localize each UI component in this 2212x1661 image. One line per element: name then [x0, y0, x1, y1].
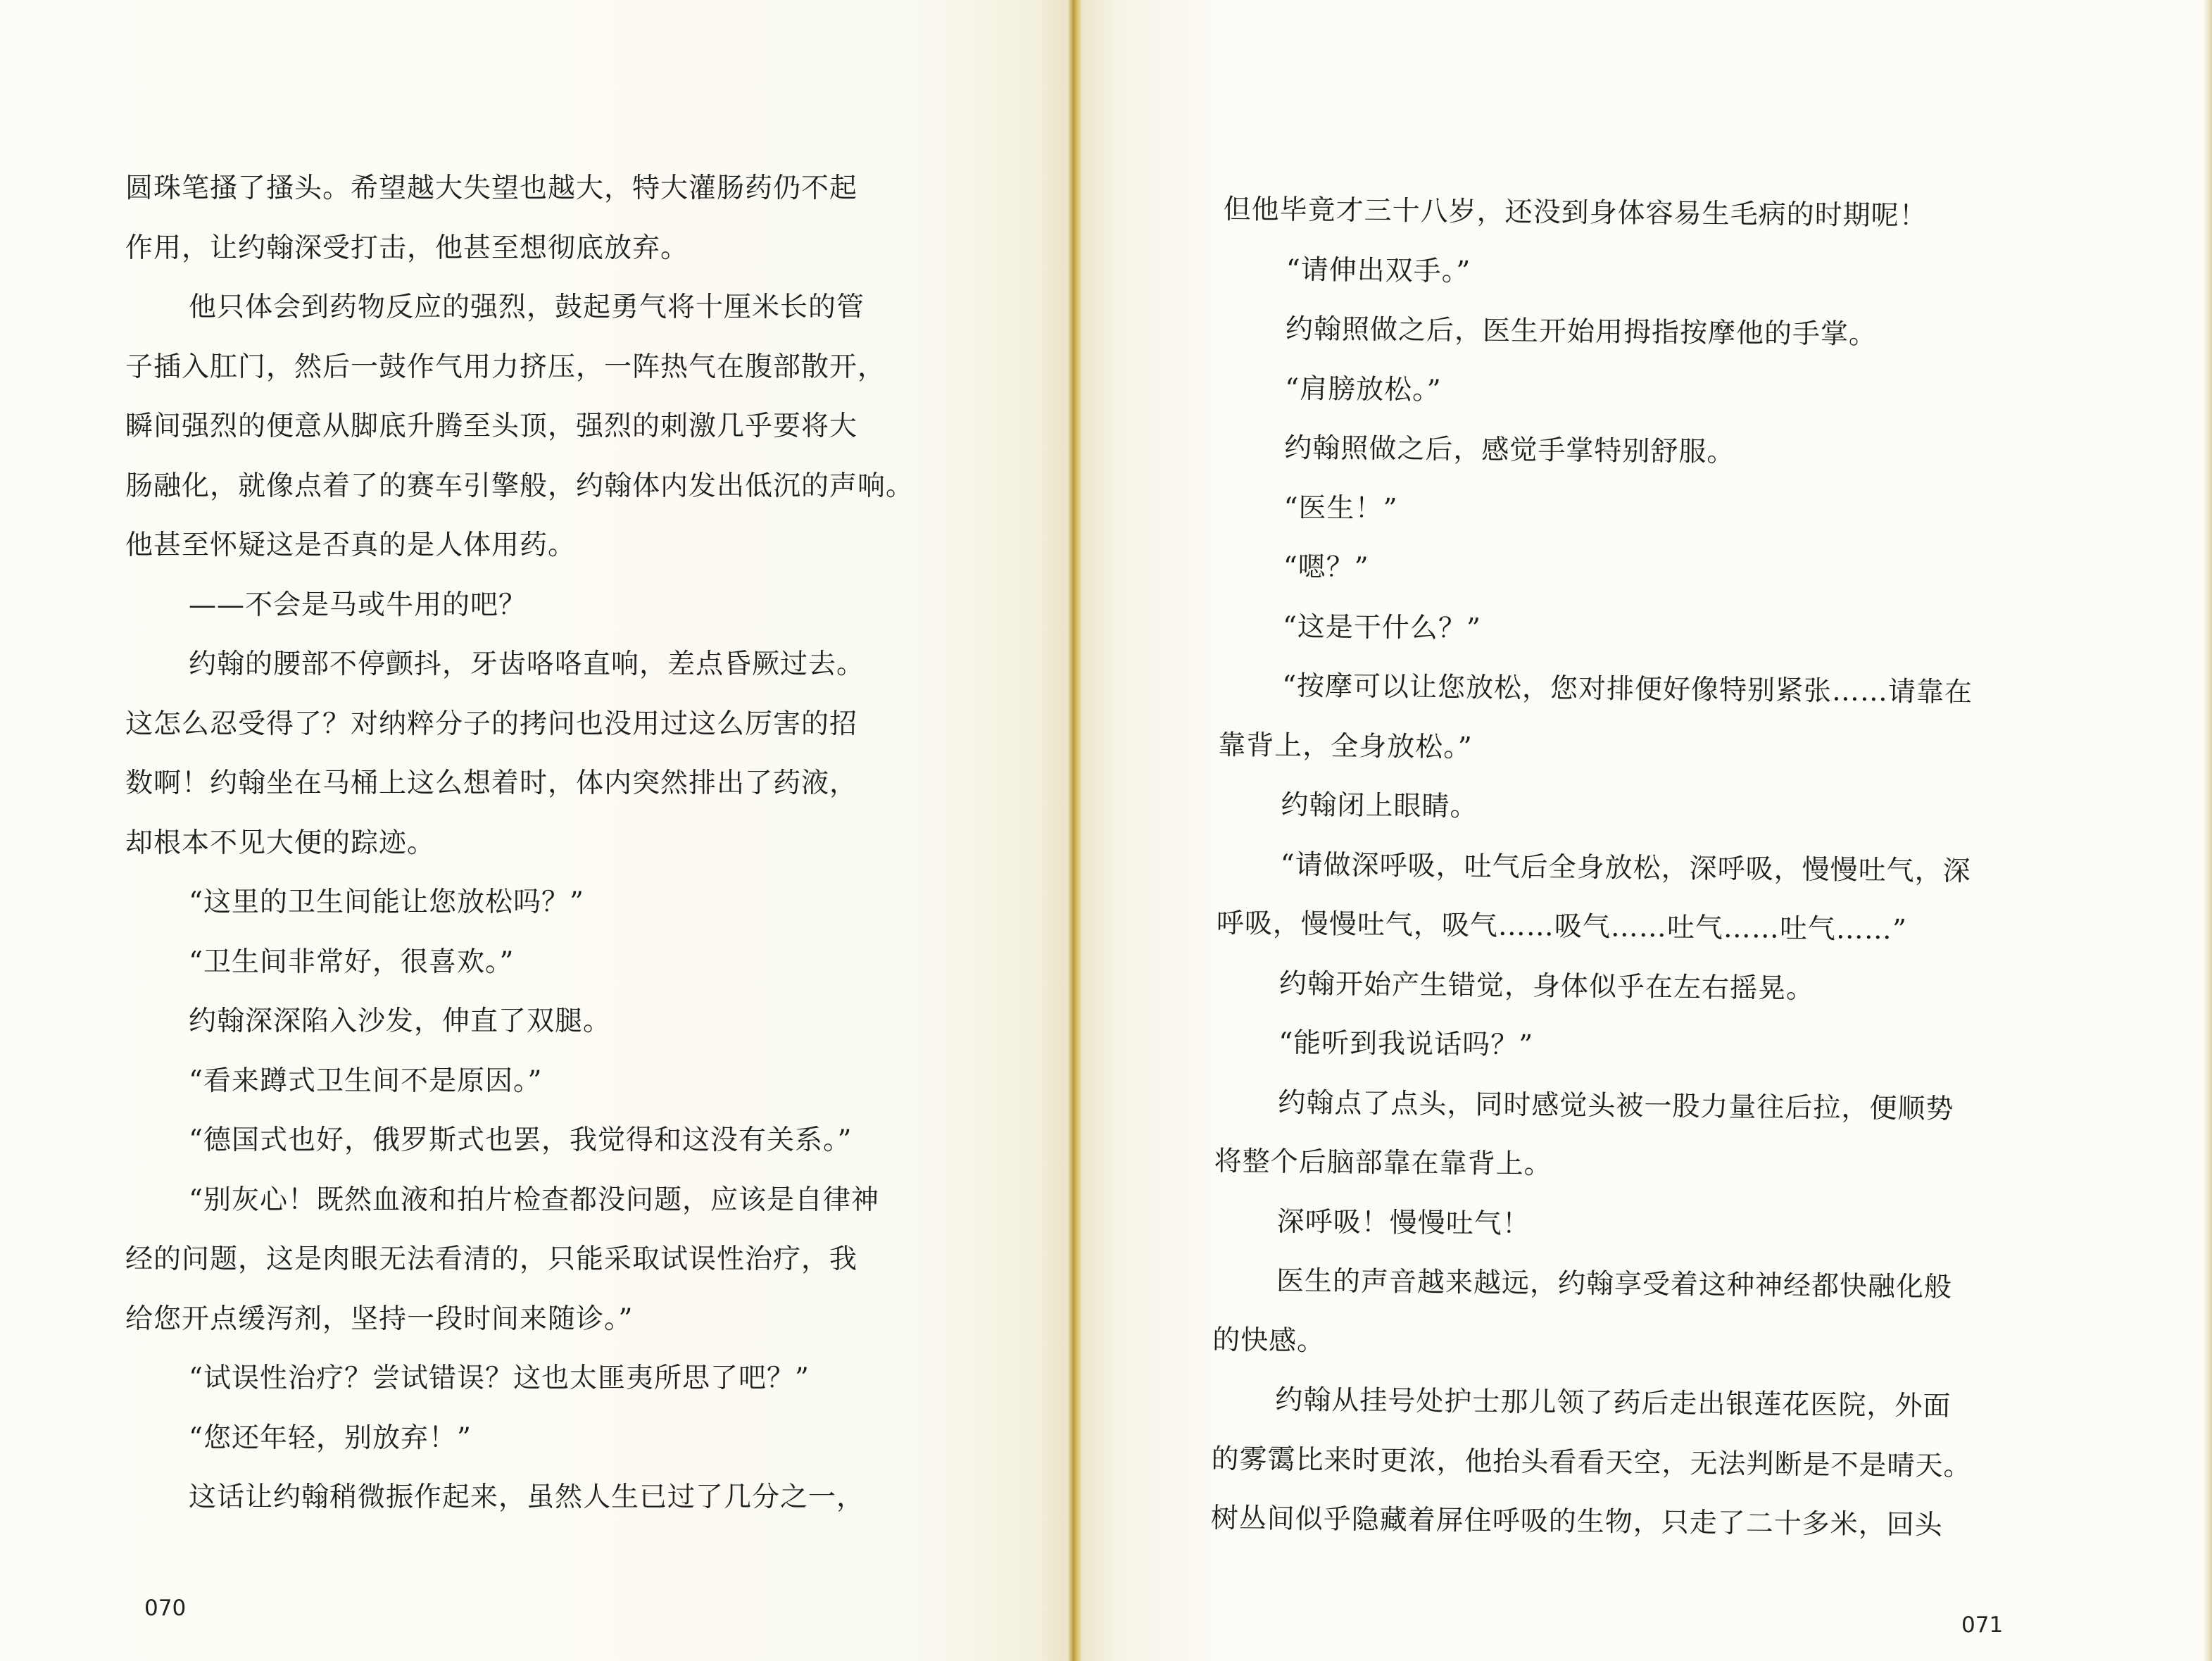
- text-line: 约翰照做之后，医生开始用拇指按摩他的手掌。: [1285, 313, 1878, 351]
- text-line: 约翰开始产生错觉，身体似乎在左右摇晃。: [1278, 967, 1815, 1005]
- text-line: 约翰从挂号处护士那儿领了药后走出银莲花医院，外面: [1275, 1384, 1952, 1422]
- text-line: 却根本不见大便的踪迹。: [125, 827, 436, 859]
- text-line: 圆珠笔搔了搔头。希望越大失望也越大，特大灌肠药仍不起: [125, 173, 858, 204]
- text-line: 约翰照做之后，感觉手掌特别舒服。: [1284, 432, 1735, 468]
- text-line: 子插入肛门，然后一鼓作气用力挤压，一阵热气在腹部散开，: [125, 351, 886, 383]
- text-line: “这是干什么？”: [1282, 610, 1482, 645]
- text-line: “请伸出双手。”: [1286, 253, 1471, 287]
- text-line: “医生！”: [1283, 491, 1398, 525]
- text-line: “请做深呼吸，吐气后全身放松，深呼吸，慢慢吐气，深: [1280, 848, 1971, 887]
- text-line: 约翰的腰部不停颤抖，牙齿咯咯直响，差点昏厥过去。: [189, 648, 865, 680]
- text-line: “试误性治疗？尝试错误？这也太匪夷所思了吧？”: [189, 1362, 810, 1394]
- text-line: 呼吸，慢慢吐气，吸气……吸气……吐气……吐气……”: [1216, 907, 1907, 946]
- text-line: 的雾霭比来时更浓，他抬头看看天空，无法判断是不是晴天。: [1211, 1443, 1972, 1482]
- text-line: 靠背上，全身放松。”: [1218, 729, 1473, 763]
- text-line: 作用，让约翰深受打击，他甚至想彻底放弃。: [125, 232, 689, 264]
- text-line: ——不会是马或牛用的吧？: [189, 589, 527, 621]
- text-line: 约翰点了点头，同时感觉头被一股力量往后拉，便顺势: [1278, 1086, 1954, 1125]
- page-number-left: 070: [144, 1596, 187, 1621]
- text-line: “这里的卫生间能让您放松吗？”: [189, 886, 584, 918]
- text-line: “嗯？”: [1283, 551, 1369, 584]
- text-line: 数啊！约翰坐在马桶上这么想着时，体内突然排出了药液，: [125, 767, 858, 799]
- left-page-text: [125, 159, 935, 1528]
- book-gutter: [1069, 0, 1083, 1661]
- text-line: “看来蹲式卫生间不是原因。”: [189, 1065, 543, 1097]
- text-line: 他甚至怀疑这是否真的是人体用药。: [125, 529, 577, 561]
- left-page: [0, 0, 1070, 1661]
- text-line: 将整个后脑部靠在靠背上。: [1214, 1145, 1552, 1181]
- text-line: 给您开点缓泻剂，坚持一段时间来随诊。”: [125, 1303, 634, 1335]
- text-line: 瞬间强烈的便意从脚底升腾至头顶，强烈的刺激几乎要将大: [125, 410, 858, 442]
- text-line: 但他毕竟才三十八岁，还没到身体容易生毛病的时期呢！: [1223, 193, 1928, 232]
- text-line: 深呼吸！慢慢吐气！: [1276, 1205, 1531, 1240]
- text-line: 肠融化，就像点着了的赛车引擎般，约翰体内发出低沉的声响。: [125, 470, 915, 502]
- right-page-text: [1210, 180, 2040, 1557]
- text-line: 这怎么忍受得了？对纳粹分子的拷问也没用过这么厉害的招: [125, 708, 858, 740]
- page-number-right: 071: [1961, 1612, 2004, 1638]
- text-line: 这话让约翰稍微振作起来，虽然人生已过了几分之一，: [189, 1481, 865, 1513]
- text-line: 约翰闭上眼睛。: [1281, 789, 1478, 823]
- text-line: “您还年轻，别放弃！”: [189, 1422, 472, 1454]
- text-line: 约翰深深陷入沙发，伸直了双腿。: [189, 1005, 612, 1037]
- text-line: 他只体会到药物反应的强烈，鼓起勇气将十厘米长的管: [189, 292, 865, 323]
- text-line: 树丛间似乎隐藏着屏住呼吸的生物，只走了二十多米，回头: [1210, 1502, 1943, 1541]
- text-line: “按摩可以让您放松，您对排便好像特别紧张……请靠在: [1281, 670, 1973, 709]
- text-line: “肩膀放松。”: [1284, 372, 1442, 406]
- text-line: “德国式也好，俄罗斯式也罢，我觉得和这没有关系。”: [189, 1124, 853, 1156]
- text-line: “卫生间非常好，很喜欢。”: [189, 946, 515, 978]
- text-line: “能听到我说话吗？”: [1278, 1027, 1534, 1062]
- text-line: 经的问题，这是肉眼无法看清的，只能采取试误性治疗，我: [125, 1243, 858, 1275]
- text-line: 的快感。: [1212, 1324, 1326, 1357]
- text-line: 医生的声音越来越远，约翰享受着这种神经都快融化般: [1276, 1265, 1953, 1304]
- page-edge: [2204, 0, 2212, 1661]
- text-line: “别灰心！既然血液和拍片检查都没问题，应该是自律神: [189, 1184, 879, 1216]
